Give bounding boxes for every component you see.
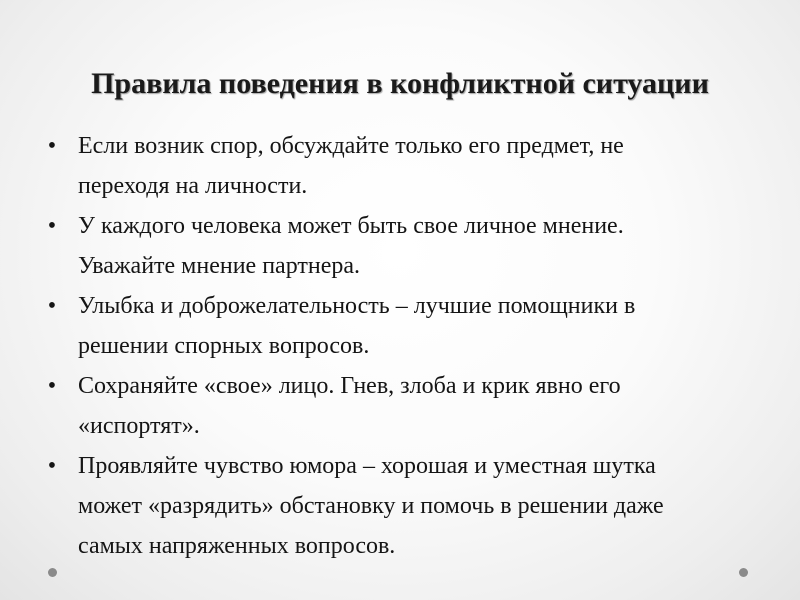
bullet-icon: •: [47, 133, 57, 159]
bullet-icon: •: [47, 373, 57, 399]
rules-list: [47, 126, 768, 566]
bullet-text: У каждого человека может быть свое личное мнение. Уважайте мнение партнера.: [78, 213, 624, 279]
bullet-text: Улыбка и доброжелательность – лучшие помощники в решении спорных вопросов.: [78, 293, 636, 359]
corner-dot-right: [739, 568, 748, 577]
bullet-text: Если возник спор, обсуждайте только его предмет, не переходя на личности.: [78, 133, 624, 199]
list-item: [47, 366, 768, 446]
bullet-icon: •: [47, 213, 57, 239]
list-item: [47, 206, 768, 286]
list-item: [47, 126, 768, 206]
slide-title: Правила поведения в конфликтной ситуации: [91, 67, 709, 100]
list-item: [47, 286, 768, 366]
bullet-icon: •: [47, 453, 57, 479]
corner-dot-left: [48, 568, 57, 577]
bullet-text: Проявляйте чувство юмора – хорошая и уместная шутка может «разрядить» обстановку и помочь в решении даже самых напряженных вопросов.: [78, 453, 664, 559]
list-item: [47, 446, 768, 566]
bullet-icon: •: [47, 293, 57, 319]
bullet-text: Сохраняйте «свое» лицо. Гнев, злоба и крик явно его «испортят».: [78, 373, 621, 439]
